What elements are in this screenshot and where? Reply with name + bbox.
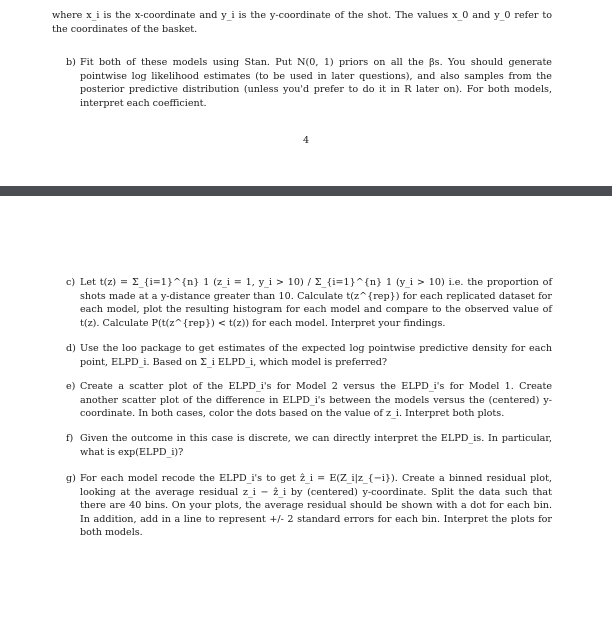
question-d-text: Use the loo package to get estimates of the expected log pointwise predictive density for each point, ELPD_i. Based on Σ_i ELPD_i, which model is preferred?	[80, 343, 552, 368]
question-b-marker: b)	[66, 57, 76, 68]
question-f-text: Given the outcome in this case is discrete, we can directly interpret the ELPD_is. In particular, what is exp(ELPD_i)?	[80, 433, 552, 458]
question-c	[66, 276, 552, 330]
question-b-text: Fit both of these models using Stan. Put N(0, 1) priors on all the βs. You should generate pointwise log likelihood estimates (to be used in later questions), and also samples from the posterior predictive distribution (unless you'd prefer to do it in R later on). For both models, interpret each coefficient.	[80, 57, 552, 109]
page-number: 4	[302, 135, 310, 146]
question-f	[66, 432, 552, 459]
page-top	[0, 0, 612, 186]
question-e	[66, 380, 552, 421]
question-c-marker: c)	[66, 277, 76, 288]
question-d	[66, 342, 552, 369]
page-bottom	[0, 196, 612, 642]
question-f-marker: f)	[66, 433, 74, 444]
question-g-text: For each model recode the ELPD_i's to get ẑ_i = E(Z_i|z_{−i}). Create a binned residual plot, looking at the average residual z_i − ẑ_i by (centered) y-coordinate. Split the data such that there are 40 bins. On your plots, the average residual should be shown with a dot for each bin. In addition, add in a line to represent +/- 2 standard errors for each bin. Interpret the plots for both models.	[80, 473, 552, 539]
page-divider	[0, 186, 612, 196]
question-g	[66, 472, 552, 540]
question-g-marker: g)	[66, 473, 76, 484]
intro-paragraph: where x_i is the x-coordinate and y_i is the y-coordinate of the shot. The values x_0 and y_0 refer to the coordinates of the basket.	[52, 10, 552, 35]
question-c-text: Let t(z) = Σ_{i=1}^{n} 1 (z_i = 1, y_i > 10) / Σ_{i=1}^{n} 1 (y_i > 10) i.e. the proportion of shots made at a y-distance greater than 10. Calculate t(z^{rep}) for each replicated dataset for each model, plot the resulting histogram for each model and compare to the observed value of t(z). Calculate P(t(z^{rep}) < t(z)) for each model. Interpret your findings.	[80, 277, 552, 329]
question-b	[66, 56, 552, 110]
question-d-marker: d)	[66, 343, 76, 354]
question-e-text: Create a scatter plot of the ELPD_i's for Model 2 versus the ELPD_i's for Model 1. Create another scatter plot of the difference in ELPD_i's between the models versus the (centered) y-coordinate. In both cases, color the dots based on the value of z_i. Interpret both plots.	[80, 381, 552, 420]
question-e-marker: e)	[66, 381, 76, 392]
